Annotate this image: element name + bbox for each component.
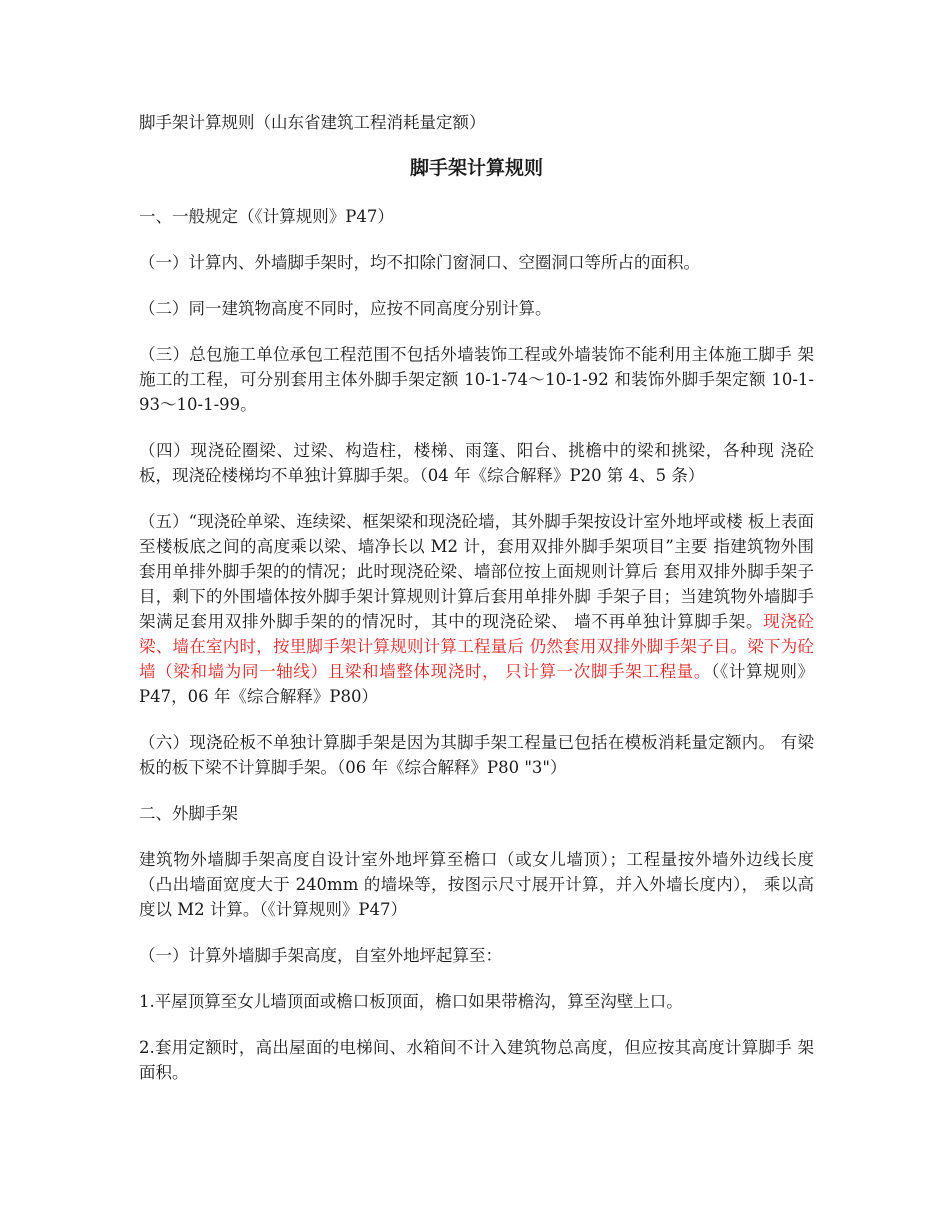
height-item-1: 1.平屋顶算至女儿墙顶面或檐口板顶面，檐口如果带檐沟，算至沟壁上口。 xyxy=(139,992,683,1011)
height-item-2: 2.套用定额时，高出屋面的电梯间、水箱间不计入建筑物总高度，但应按其高度计算脚手 架面积。 xyxy=(139,1038,814,1082)
height-rule-heading: （一）计算外墙脚手架高度，自室外地坪起算至： xyxy=(139,946,502,965)
external-scaffold-paragraph: 建筑物外墙脚手架高度自设计室外地坪算至檐口（或女儿墙顶）；工程量按外墙外边线长度（凸出墙面宽度大于 240mm 的墙垛等，按图示尺寸展开计算，并入外墙长度内）， 乘以高度以 M2 计算。（《计算规则》P47） xyxy=(139,850,814,919)
page-heading: 脚手架计算规则 xyxy=(409,157,543,179)
rule-5-text: （五）“现浇砼单梁、连续梁、框架梁和现浇砼墙，其外脚手架按设计室外地坪或楼 板上表面至楼板底之间的高度乘以梁、墙净长以 M2 计，套用双排外脚手架项目”主要 指建筑物外围套用单排外脚手架的的情况；此时现浇砼梁、墙部位按上面规则计算后 套用双排外脚手架子目，剩下的外围墙体按外脚手架计算规则计算后套用单排外脚 手架子目；当建筑物外墙脚手架满足套用双排外脚手架的的情况时，其中的现浇砼梁、 墙不再单独计算脚手架。 xyxy=(139,512,814,631)
rule-4-paragraph: （四）现浇砼圈梁、过梁、构造柱，楼梯、雨篷、阳台、挑檐中的梁和挑梁，各种现 浇砼板，现浇砼楼梯均不单独计算脚手架。（04 年《综合解释》P20 第 4、5 条） xyxy=(139,441,814,485)
section-1-heading: 一、一般规定（《计算规则》P47） xyxy=(139,207,394,226)
rule-5-highlight-text: 现浇砼梁、墙在室内时，按里脚手架计算规则计算工程量后 仍然套用双排外脚手架子目。梁下为砼墙（梁和墙为同一轴线）且梁和墙整体现浇时， 只计算一次脚手架工程量。 xyxy=(139,612,815,681)
rule-5-reference: （《计算规则》P47，06 年《综合解释》P80） xyxy=(139,662,814,706)
rule-5-paragraph xyxy=(139,509,814,709)
document-title: 脚手架计算规则（山东省建筑工程消耗量定额） xyxy=(139,113,486,132)
rule-3-paragraph: （三）总包施工单位承包工程范围不包括外墙装饰工程或外墙装饰不能利用主体施工脚手 架施工的工程，可分别套用主体外脚手架定额 10-1-74～10-1-92 和装饰外脚手架定额 10-1-93～10-1-99。 xyxy=(139,345,814,414)
section-2-heading: 二、外脚手架 xyxy=(139,804,238,823)
rule-1-paragraph: （一）计算内、外墙脚手架时，均不扣除门窗洞口、空圈洞口等所占的面积。 xyxy=(139,253,700,272)
document-page xyxy=(139,110,814,1106)
rule-2-paragraph: （二）同一建筑物高度不同时，应按不同高度分别计算。 xyxy=(139,299,552,318)
rule-6-paragraph: （六）现浇砼板不单独计算脚手架是因为其脚手架工程量已包括在模板消耗量定额内。 有梁板的板下梁不计算脚手架。（06 年《综合解释》P80 "3"） xyxy=(139,733,814,777)
